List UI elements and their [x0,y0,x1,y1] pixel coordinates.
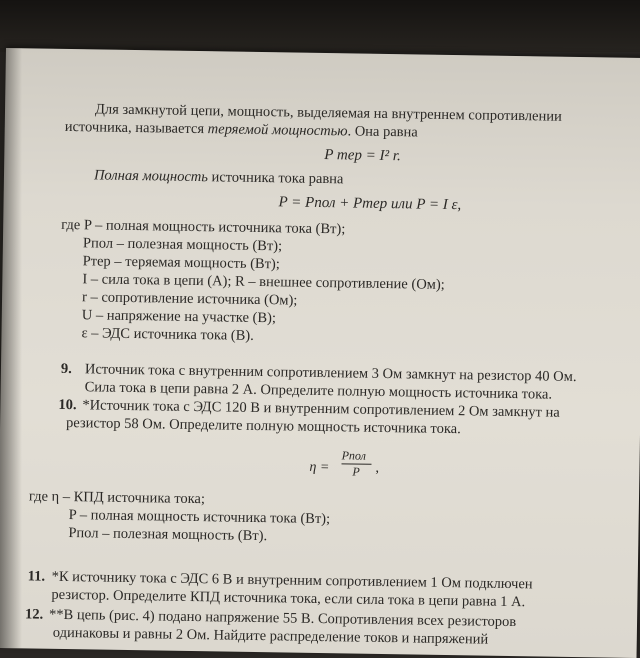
theory-line-2-end: . Она равна [347,123,418,141]
problem-9-line-2: Сила тока в цепи равна 2 А. Определите полную мощность источника тока. [84,379,553,403]
problem-9-line-1: Источник тока с внутренним сопротивлением 3 Ом замкнут на резистор 40 Ом. [84,361,577,386]
def-line-1: Pпол – полезная мощность (Вт); [82,235,283,255]
eff-def-2: Pпол – полезная мощность (Вт). [68,525,268,545]
textbook-page [0,48,640,658]
def-line-4: r – сопротивление источника (Ом); [81,289,298,309]
def-line-6: ε – ЭДС источника тока (В). [81,325,254,344]
problem-11-line-2: резистор. Определите КПД источника тока, если сила тока в цепи равна 1 А. [51,586,526,611]
def-line-3: I – сила тока в цепи (А); R – внешнее сопротивление (Ом); [82,271,445,293]
problem-10-line-1: *Источник тока с ЭДС 120 В и внутренним сопротивлением 2 Ом замкнут на [82,397,560,421]
term-total-power: Полная мощность [93,167,209,186]
efficiency-comma: , [375,459,380,476]
term-lost-power: теряемой мощностью [207,121,348,140]
formula-lost-power [324,147,401,165]
formula-total-power-text: P = Pпол + Pтер или P = I ε, [278,194,462,214]
problem-10-line-2: резистор 58 Ом. Определите полную мощность источника тока. [65,414,461,438]
theory-line-1: Для замкнутой цепи, мощность, выделяемая на внутреннем сопротивлении [94,101,562,125]
dark-background-top [0,0,640,52]
theory-line-3 [94,167,344,188]
def-line-5: U – напряжение на участке (В); [81,307,277,327]
efficiency-denominator: P [352,464,360,479]
eff-def-0: где η – КПД источника тока; [28,488,206,508]
problem-10-number: 10. [58,396,77,414]
problem-11-number: 11. [27,568,46,585]
formula-lost-power-text: P тер = I² r. [324,147,401,165]
problem-12-line-2: одинаковы и равны 2 Ом. Найдите распределение токов и напряжений [52,624,489,648]
theory-line-3-text: источника тока равна [207,169,344,188]
problem-12-line-1: **В цепь (рис. 4) подано напряжение 55 В. Сопротивления всех резисторов [48,606,517,631]
theory-line-2-text: источника, называется [64,118,208,138]
efficiency-fraction [341,448,375,481]
eff-def-1: P – полная мощность источника тока (Вт); [68,507,331,528]
problem-9-number: 9. [60,360,72,378]
def-line-2: Pтер – теряемая мощность (Вт); [82,253,280,273]
efficiency-numerator: Pпол [341,448,367,463]
formula-total-power [278,194,461,214]
def-line-0: где P – полная мощность источника тока (Вт); [61,216,346,238]
problem-11-line-1: *К источнику тока с ЭДС 6 В и внутренним сопротивлением 1 Ом подключен [51,568,533,593]
efficiency-eta: η = [309,459,330,476]
problem-12-number: 12. [24,606,44,623]
